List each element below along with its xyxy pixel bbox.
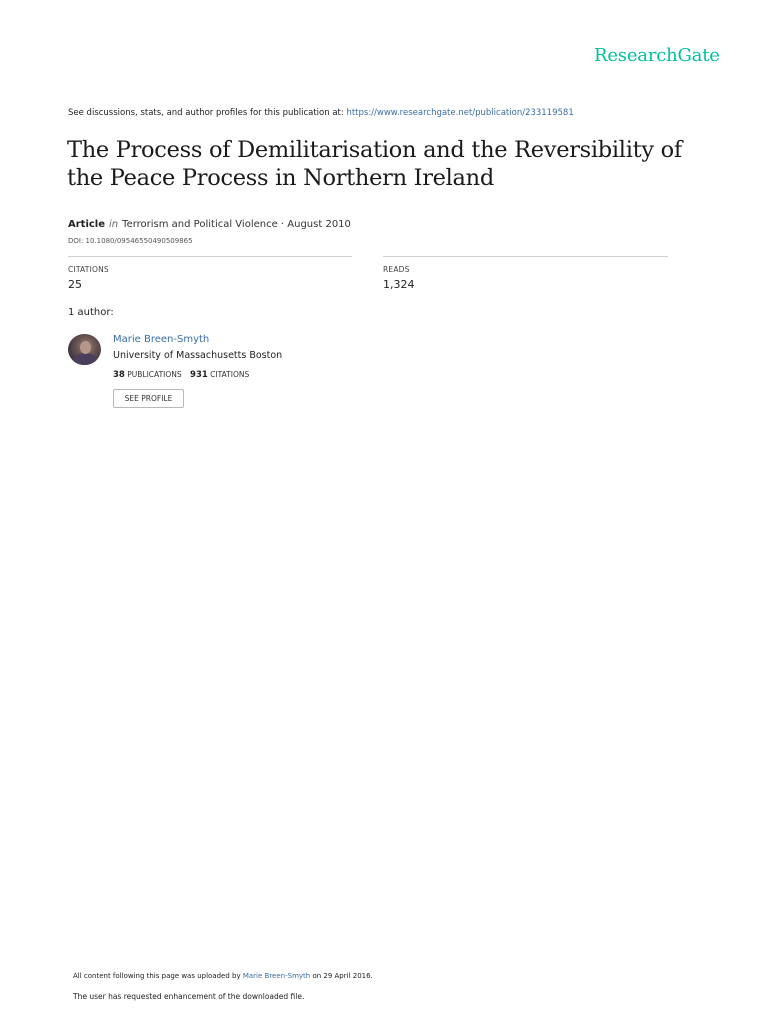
see-profile-button[interactable]: SEE PROFILE bbox=[113, 389, 184, 408]
publication-title: The Process of Demilitarisation and the Reversibility of the Peace Process in Northern Ireland bbox=[67, 137, 682, 191]
reads-value: 1,324 bbox=[383, 278, 415, 291]
author-avatar[interactable] bbox=[68, 334, 101, 365]
uploader-link[interactable]: Marie Breen-Smyth bbox=[242, 972, 311, 980]
publications-label: PUBLICATIONS bbox=[127, 370, 182, 379]
researchgate-logo[interactable]: ResearchGate bbox=[594, 45, 720, 66]
citations-label: CITATIONS bbox=[68, 265, 109, 274]
publications-count: 38 bbox=[113, 370, 125, 380]
upload-suffix: on 29 April 2016. bbox=[310, 972, 373, 980]
divider-citations bbox=[68, 256, 352, 257]
citations-value: 25 bbox=[68, 278, 82, 291]
author-name-link[interactable]: Marie Breen-Smyth bbox=[113, 334, 210, 345]
publication-url-link[interactable]: https://www.researchgate.net/publication/233119581 bbox=[346, 108, 574, 118]
intro-line bbox=[68, 108, 574, 118]
in-label: in bbox=[109, 219, 119, 230]
author-citations-count: 931 bbox=[190, 370, 208, 380]
reads-label: READS bbox=[383, 265, 410, 274]
publication-meta bbox=[68, 219, 351, 230]
authors-heading: 1 author: bbox=[68, 307, 114, 318]
enhancement-note: The user has requested enhancement of the downloaded file. bbox=[73, 992, 305, 1001]
upload-prefix: All content following this page was uploaded by bbox=[73, 972, 243, 980]
doi: DOI: 10.1080/09546550490509865 bbox=[68, 237, 193, 245]
publication-type: Article bbox=[68, 219, 106, 230]
divider-reads bbox=[383, 256, 668, 257]
author-citations-label: CITATIONS bbox=[210, 370, 250, 379]
avatar-face-shape bbox=[80, 341, 91, 354]
avatar-body-shape bbox=[73, 353, 97, 365]
upload-note bbox=[73, 972, 373, 980]
author-affiliation: University of Massachusetts Boston bbox=[113, 350, 283, 361]
venue-date[interactable]: Terrorism and Political Violence · August 2010 bbox=[122, 219, 351, 230]
author-counts bbox=[113, 370, 255, 380]
intro-text: See discussions, stats, and author profiles for this publication at: bbox=[68, 108, 347, 118]
